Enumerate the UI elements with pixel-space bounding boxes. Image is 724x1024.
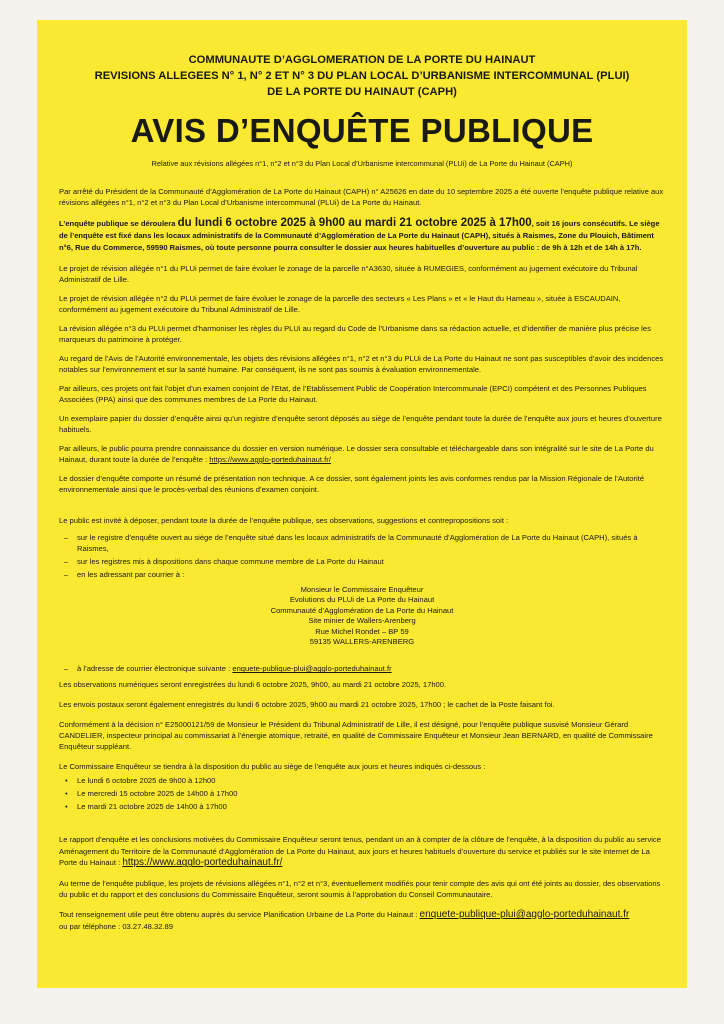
contact-phone: ou par téléphone : 03.27.48.32.89 bbox=[59, 921, 174, 931]
address-line: Site minier de Wallers-Arenberg bbox=[308, 616, 416, 626]
paragraph-registre: Un exemplaire papier du dossier d’enquête ainsi qu’un registre d’enquête seront déposés au siège de l’enquête pendant toute la durée de l’enquête aux jours et heures d’ouverture habituels. bbox=[59, 414, 662, 434]
list-item bbox=[59, 556, 665, 567]
list-item-text: Le lundi 6 octobre 2025 de 9h00 à 12h00 bbox=[77, 776, 216, 786]
paragraph-commissaire: Conformément à la décision n° E25000121/59 de Monsieur le Président du Tribunal Administratif de Lille, il est désigné, pour l’enquête publique susvisé Monsieur Gérard CANDELIER, inspecteur principal au commissariat à l’énergie atomique, retraité, en qualité de Commissaire Enquêteur et Monsieur Jean BERNARD, en qualité de Commissaire Enquêteur suppléant. bbox=[59, 720, 653, 752]
paragraph-contact bbox=[59, 909, 665, 921]
list-item-text: à l’adresse de courrier électronique suivante : bbox=[77, 664, 233, 674]
paragraph-obs-numeriques: Les observations numériques seront enregistrées du lundi 6 octobre 2025, 9h00, au mardi 21 octobre 2025, 17h00. bbox=[59, 680, 447, 690]
website-link[interactable]: https://www.agglo-porteduhainaut.fr/ bbox=[209, 455, 331, 464]
list-item bbox=[59, 569, 665, 580]
paragraph-approbation: Au terme de l’enquête publique, les projets de révisions allégées n°1, n°2 et n°3, éventuellement modifiés pour tenir compte des avis qui ont été joints au dossier, des observations du public et du rapport et des conclusions du Commissaire Enquêteur, seront soumis à l’approbation du Conseil Communautaire. bbox=[59, 878, 661, 899]
paragraph-permanences: Le Commissaire Enquêteur se tiendra à la disposition du public au siège de l’enquête aux jours et heures indiqués ci-dessous : bbox=[59, 762, 486, 772]
dash-icon: – bbox=[64, 557, 69, 566]
list-item-text: sur les registres mis à dispositions dans chaque commune membre de La Porte du Hainaut bbox=[77, 557, 384, 566]
page-title: AVIS D’ENQUÊTE PUBLIQUE bbox=[130, 112, 594, 149]
list-item-text: en les adressant par courrier à : bbox=[77, 570, 185, 579]
paragraph-dates bbox=[59, 217, 665, 254]
paragraph-revision-3: La révision allégée n°3 du PLUi permet d’harmoniser les règles du PLUi au regard du Code de l’Urbanisme dans sa rédaction actuelle, et d’identifier de manière plus précise les marqueurs du patrimoine à protéger. bbox=[59, 324, 651, 344]
list-item bbox=[59, 663, 665, 674]
paragraph-examen: Par ailleurs, ces projets ont fait l’objet d’un examen conjoint de l’Etat, de l’Etablissement Public de Coopération Intercommunale (EPCI) compétent et des Personnes Publiques Associées (PPA) ainsi que des communes membres de La Porte du Hainaut. bbox=[59, 384, 647, 404]
paragraph-rapport bbox=[59, 834, 665, 869]
header-line-3: DE LA PORTE DU HAINAUT (CAPH) bbox=[267, 86, 457, 98]
address-line: Evolutions du PLUi de La Porte du Hainaut bbox=[289, 595, 435, 605]
subtitle: Relative aux révisions allégées n°1, n°2 et n°3 du Plan Local d’Urbanisme intercommunal (PLUi) de La Porte du Hainaut (CAPH) bbox=[151, 159, 573, 168]
paragraph-observations: Le public est invité à déposer, pendant toute la durée de l’enquête publique, ses observations, suggestions et contrepropositions soit : bbox=[59, 516, 509, 525]
list-item bbox=[59, 775, 665, 786]
paragraph-dossier: Le dossier d’enquête comporte un résumé de présentation non technique. A ce dossier, sont également joints les avis conformes rendus par la Mission Régionale de l’Autorité environnementale ainsi que le procès-verbal des réunions d’examen conjoint. bbox=[59, 474, 645, 494]
header-line-2: REVISIONS ALLEGEES N° 1, N° 2 ET N° 3 DU PLAN LOCAL D’URBANISME INTERCOMMUNAL (PLUI) bbox=[94, 70, 630, 82]
address-line: Communauté d’Agglomération de La Porte du Hainaut bbox=[270, 605, 454, 615]
dash-icon: – bbox=[64, 570, 69, 579]
paragraph-revision-2: Le projet de révision allégée n°2 du PLUi permet de faire évoluer le zonage de la parcelle des secteurs « Les Plans » et « le Haut du Hameau », située à ESCAUDAIN, conformément au jugement exécutoire du Tribunal Administratif de Lille. bbox=[59, 294, 621, 314]
bullet-icon: • bbox=[65, 802, 68, 812]
email-link[interactable]: enquete-publique-plui@agglo-porteduhainaut.fr bbox=[232, 664, 392, 674]
paragraph-envois-postaux: Les envois postaux seront également enregistrés du lundi 6 octobre 2025, 9h00 au mardi 21 octobre 2025, 17h00 ; le cachet de la Poste faisant foi. bbox=[59, 700, 555, 710]
paragraph-numerique bbox=[59, 443, 665, 465]
dash-icon: – bbox=[64, 664, 69, 674]
numerique-text: Par ailleurs, le public pourra prendre connaissance du dossier en version numérique. Le dossier sera consultable et téléchargeable dans son intégralité sur le site de La Porte du Hainaut, durant toute la durée de l’enquête : bbox=[59, 444, 654, 464]
bullet-icon: • bbox=[65, 776, 68, 786]
paragraph-autorite: Au regard de l’Avis de l’Autorité environnementale, les objets des révisions allégées n°1, n°2 et n°3 du PLUi de La Porte du Hainaut ne sont pas susceptibles d’avoir des incidences notables sur l’environnement et sur la santé humaine. Par conséquent, ils ne sont pas soumis à évaluation environnementale. bbox=[59, 354, 664, 374]
list-item-text: Le mercredi 15 octobre 2025 de 14h00 à 17h00 bbox=[77, 789, 238, 799]
address-line: Monsieur le Commissaire Enquêteur bbox=[300, 585, 424, 594]
dash-icon: – bbox=[64, 533, 69, 542]
postal-address bbox=[59, 585, 665, 647]
list-item bbox=[59, 801, 665, 812]
address-line: 59135 WALLERS-ARENBERG bbox=[309, 637, 415, 647]
bullet-icon: • bbox=[65, 789, 68, 799]
notice-sheet bbox=[37, 20, 687, 988]
email-link[interactable]: enquete-publique-plui@agglo-porteduhainaut.fr bbox=[419, 908, 630, 920]
address-line: Rue Michel Rondet – BP 59 bbox=[315, 626, 409, 636]
rapport-text: Le rapport d’enquête et les conclusions motivées du Commissaire Enquêteur seront tenus, pendant un an à compter de la clôture de l’enquête, à la disposition du public au service Aménagement du Territoire de la Communauté d’Agglomération de La Porte du Hainaut, aux jours et heures habituels d’ouverture du service et publiés sur le site internet de La Porte du Hainaut : bbox=[59, 835, 661, 868]
header-line-1: COMMUNAUTE D’AGGLOMERATION DE LA PORTE DU HAINAUT bbox=[188, 54, 536, 66]
list-item-text: sur le registre d’enquête ouvert au siège de l’enquête situé dans les locaux administratifs de la Communauté d’Agglomération de La Porte du Hainaut (CAPH), situés à Raismes, bbox=[77, 533, 638, 553]
paragraph-arrete: Par arrêté du Président de la Communauté d’Agglomération de La Porte du Hainaut (CAPH) n° A25626 en date du 10 septembre 2025 a été ouverte l’enquête publique relative aux révisions allégées n°1, n°2 et n°3 du Plan Local d’Urbanisme intercommunal (PLUi) de La Porte du Hainaut. bbox=[59, 187, 664, 207]
website-link[interactable]: https://www.agglo-porteduhainaut.fr/ bbox=[122, 857, 283, 869]
list-item-text: Le mardi 21 octobre 2025 de 14h00 à 17h00 bbox=[77, 802, 227, 812]
list-item bbox=[59, 788, 665, 799]
dates-lead: L’enquête publique se déroulera bbox=[59, 219, 178, 228]
list-item bbox=[59, 532, 665, 554]
contact-text: Tout renseignement utile peut être obtenu auprès du service Planification Urbaine de La Porte du Hainaut : bbox=[59, 909, 420, 919]
paragraph-revision-1: Le projet de révision allégée n°1 du PLUi permet de faire évoluer le zonage de la parcelle n°A3630, située à RUMEGIES, conformément au jugement exécutoire du Tribunal Administratif de Lille. bbox=[59, 264, 638, 284]
dates-highlight: du lundi 6 octobre 2025 à 9h00 au mardi 21 octobre 2025 à 17h00 bbox=[177, 217, 532, 229]
dates-rest: , soit 16 jours consécutifs. Le siège de l’enquête est fixé dans les locaux administratifs de la Communauté d’Agglomération de La Porte du Hainaut (CAPH), situés à Raismes, Zone du Plouich, Bâtiment n°6, Rue du Commerce, 59590 Raismes, où toute personne pourra consulter le dossier aux heures habituelles d’ouverture au public : de 9h à 12h et de 14h à 17h. bbox=[59, 219, 660, 252]
